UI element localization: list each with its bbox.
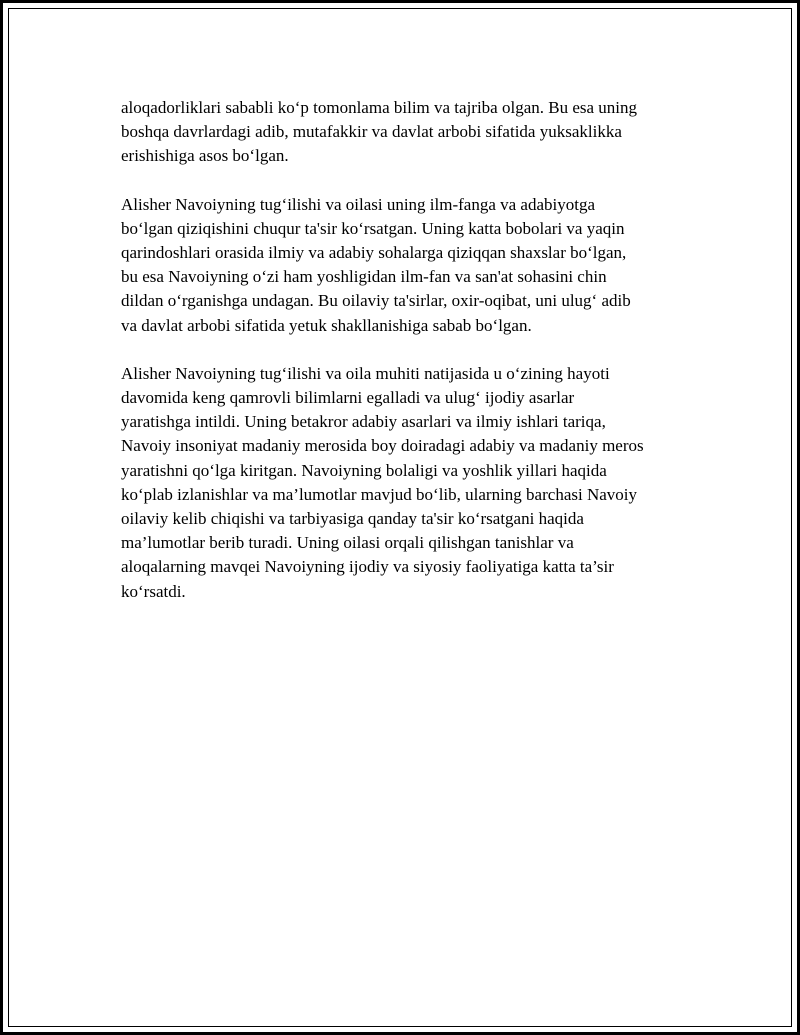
- paragraph-3: [121, 362, 701, 604]
- document-body: [121, 96, 701, 628]
- text-line: ko‘plab izlanishlar va ma’lumotlar mavjud bo‘lib, ularning barchasi Navoiy: [121, 484, 637, 504]
- text-line: aloqadorliklari sababli ko‘p tomonlama bilim va tajriba olgan. Bu esa uning: [121, 98, 638, 117]
- text-line: bo‘lgan qiziqishini chuqur ta'sir ko‘rsatgan. Uning katta bobolari va yaqin: [121, 218, 625, 238]
- text-line: Alisher Navoiyning tug‘ilishi va oila muhiti natijasida u o‘zining hayoti: [121, 363, 610, 383]
- text-line: ma’lumotlar berib turadi. Uning oilasi orqali qilishgan tanishlar va: [121, 533, 574, 553]
- paragraph-1: [121, 96, 701, 169]
- paragraph-2: [121, 193, 701, 338]
- text-line: ko‘rsatdi.: [121, 581, 186, 601]
- text-line: qarindoshlari orasida ilmiy va adabiy sohalarga qiziqqan shaxslar bo‘lgan,: [121, 243, 627, 263]
- text-line: aloqalarning mavqei Navoiyning ijodiy va siyosiy faoliyatiga katta ta’sir: [121, 557, 614, 577]
- text-line: oilaviy kelib chiqishi va tarbiyasiga qanday ta'sir ko‘rsatgani haqida: [121, 509, 584, 529]
- text-line: erishishiga asos bo‘lgan.: [121, 146, 289, 166]
- text-line: davomida keng qamrovli bilimlarni egalladi va ulug‘ ijodiy asarlar: [121, 388, 575, 408]
- text-line: bu esa Navoiyning o‘zi ham yoshligidan ilm-fan va san'at sohasini chin: [121, 267, 607, 287]
- text-line: boshqa davrlardagi adib, mutafakkir va davlat arbobi sifatida yuksaklikka: [121, 122, 622, 142]
- text-line: yaratishga intildi. Uning betakror adabiy asarlari va ilmiy ishlari tariqa,: [121, 412, 606, 432]
- text-line: Alisher Navoiyning tug‘ilishi va oilasi uning ilm-fanga va adabiyotga: [121, 194, 596, 214]
- text-line: yaratishni qo‘lga kiritgan. Navoiyning bolaligi va yoshlik yillari haqida: [121, 460, 607, 480]
- text-line: va davlat arbobi sifatida yetuk shakllanishiga sabab bo‘lgan.: [121, 315, 532, 335]
- text-line: Navoiy insoniyat madaniy merosida boy doiradagi adabiy va madaniy meros: [121, 436, 644, 456]
- text-line: dildan o‘rganishga undagan. Bu oilaviy ta'sirlar, oxir-oqibat, uni ulug‘ adib: [121, 291, 631, 311]
